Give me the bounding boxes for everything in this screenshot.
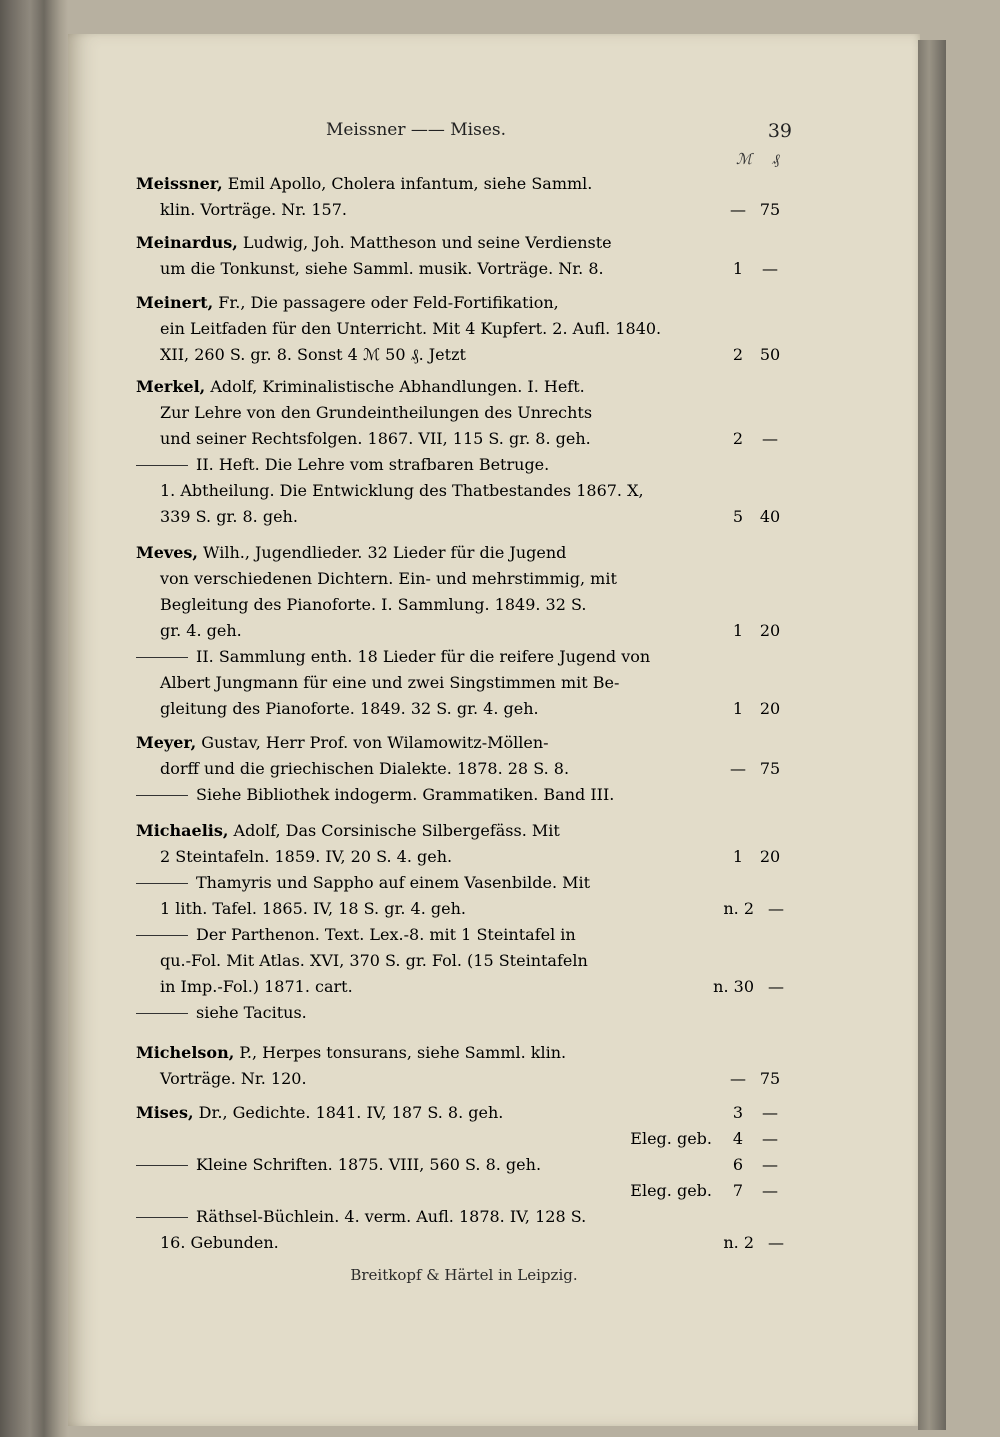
entry-text: Meinert, Fr., Die passagere oder Feld-Fortifikation, <box>136 293 559 312</box>
price-mark: n. 2 <box>723 1233 754 1252</box>
price-mark: 6 <box>732 1155 744 1174</box>
entry-price <box>722 504 792 530</box>
entry-text: gleitung des Pianoforte. 1849. 32 S. gr. 4. geh. <box>160 699 539 718</box>
price-pfennig: — <box>762 1181 778 1200</box>
price-pfennig: — <box>768 1233 784 1252</box>
entry-price <box>722 1066 792 1092</box>
entry-text: Eleg. geb. <box>630 1129 712 1148</box>
catalog-entry <box>136 730 792 808</box>
price-mark: — <box>730 200 746 219</box>
price-mark: 2 <box>732 345 744 364</box>
entry-headword: Meissner, <box>136 174 223 193</box>
entry-text: Meissner, Emil Apollo, Cholera infantum, siehe Samml. <box>136 174 593 193</box>
entry-price <box>722 1126 792 1152</box>
entry-line <box>136 844 792 870</box>
entry-line <box>136 374 792 400</box>
entry-text: Michelson, P., Herpes tonsurans, siehe Samml. klin. <box>136 1043 567 1062</box>
entry-line <box>136 316 792 342</box>
entry-line <box>136 290 792 316</box>
entry-text: Meyer, Gustav, Herr Prof. von Wilamowitz-Möllen- <box>136 733 549 752</box>
entry-price <box>682 974 792 1000</box>
entry-text: 1. Abtheilung. Die Entwicklung des Thatbestandes 1867. X, <box>160 481 644 500</box>
entry-price <box>722 618 792 644</box>
catalog-entry <box>136 290 792 368</box>
entry-line <box>136 870 792 896</box>
price-mark: 1 <box>732 621 744 640</box>
entry-text: klin. Vorträge. Nr. 157. <box>160 200 347 219</box>
price-pfennig: — <box>768 899 784 918</box>
price-pfennig: 40 <box>759 507 781 526</box>
entry-headword: Meyer, <box>136 733 197 752</box>
catalog-entry <box>136 818 792 1026</box>
entry-line <box>136 566 792 592</box>
price-pfennig: 20 <box>759 699 781 718</box>
ditto-dash <box>136 1165 188 1166</box>
ditto-dash <box>136 935 188 936</box>
entry-line <box>136 171 792 197</box>
entry-text: um die Tonkunst, siehe Samml. musik. Vorträge. Nr. 8. <box>160 259 604 278</box>
entry-text: siehe Tacitus. <box>196 1003 307 1022</box>
entry-line <box>136 400 792 426</box>
entry-text: Vorträge. Nr. 120. <box>160 1069 307 1088</box>
entry-line <box>136 818 792 844</box>
entry-text: Zur Lehre von den Grundeintheilungen des Unrechts <box>160 403 593 422</box>
entry-text: Siehe Bibliothek indogerm. Grammatiken. Band III. <box>196 785 615 804</box>
entry-headword: Mises, <box>136 1103 194 1122</box>
entry-headword: Meinardus, <box>136 233 238 252</box>
entry-price <box>722 844 792 870</box>
entry-text: 339 S. gr. 8. geh. <box>160 507 298 526</box>
price-mark: 2 <box>732 429 744 448</box>
entry-line <box>136 896 792 922</box>
entry-price <box>722 256 792 282</box>
entry-line <box>136 1152 792 1178</box>
entry-line <box>136 197 792 223</box>
header-title: Meissner —— Mises. <box>325 120 507 140</box>
entry-text: Mises, Dr., Gedichte. 1841. IV, 187 S. 8. geh. <box>136 1103 504 1122</box>
catalog-entry <box>136 230 792 282</box>
catalog-entry <box>136 1100 792 1256</box>
entry-line <box>136 1040 792 1066</box>
entry-text: von verschiedenen Dichtern. Ein- und mehrstimmig, mit <box>160 569 617 588</box>
price-mark: 1 <box>732 847 744 866</box>
entry-text: 16. Gebunden. <box>160 1233 279 1252</box>
entry-line <box>136 1066 792 1092</box>
entry-text: Merkel, Adolf, Kriminalistische Abhandlungen. I. Heft. <box>136 377 585 396</box>
entry-price <box>682 896 792 922</box>
entry-line <box>136 922 792 948</box>
entry-text: Begleitung des Pianoforte. I. Sammlung. 1849. 32 S. <box>160 595 587 614</box>
entry-line <box>136 1178 792 1204</box>
entry-headword: Michaelis, <box>136 821 229 840</box>
price-pfennig: — <box>762 1129 778 1148</box>
running-header <box>136 120 792 144</box>
entry-line <box>136 1230 792 1256</box>
entry-text: dorff und die griechischen Dialekte. 1878. 28 S. 8. <box>160 759 570 778</box>
price-mark: — <box>730 1069 746 1088</box>
entry-text: Meves, Wilh., Jugendlieder. 32 Lieder für die Jugend <box>136 543 567 562</box>
entry-headword: Merkel, <box>136 377 206 396</box>
price-pfennig: — <box>762 259 778 278</box>
entry-line <box>136 1100 792 1126</box>
entry-line <box>136 782 792 808</box>
pfennig-unit: ₰ <box>772 150 780 168</box>
entry-line <box>136 452 792 478</box>
entry-line <box>136 540 792 566</box>
entry-line <box>136 504 792 530</box>
entry-price <box>722 1100 792 1126</box>
price-pfennig: 75 <box>759 1069 781 1088</box>
price-mark: n. 2 <box>723 899 754 918</box>
ditto-dash <box>136 795 188 796</box>
entry-price <box>722 756 792 782</box>
entry-text: Der Parthenon. Text. Lex.-8. mit 1 Steintafel in <box>196 925 576 944</box>
entry-line <box>136 592 792 618</box>
entry-text: Thamyris und Sappho auf einem Vasenbilde. Mit <box>196 873 591 892</box>
ditto-dash <box>136 1217 188 1218</box>
price-mark: 3 <box>732 1103 744 1122</box>
entry-headword: Meinert, <box>136 293 214 312</box>
price-mark: 5 <box>732 507 744 526</box>
entry-text: XII, 260 S. gr. 8. Sonst 4 ℳ 50 ₰. Jetzt <box>160 345 466 364</box>
page-number: 39 <box>767 120 792 142</box>
entry-line <box>136 230 792 256</box>
entry-line <box>136 1000 792 1026</box>
entry-text: gr. 4. geh. <box>160 621 242 640</box>
entry-text: und seiner Rechtsfolgen. 1867. VII, 115 S. gr. 8. geh. <box>160 429 591 448</box>
price-pfennig: 75 <box>759 759 781 778</box>
entry-text: in Imp.-Fol.) 1871. cart. <box>160 977 353 996</box>
ditto-dash <box>136 465 188 466</box>
entry-text: qu.-Fol. Mit Atlas. XVI, 370 S. gr. Fol. (15 Steintafeln <box>160 951 588 970</box>
entry-text: Räthsel-Büchlein. 4. verm. Aufl. 1878. IV, 128 S. <box>196 1207 587 1226</box>
price-pfennig: 75 <box>759 200 781 219</box>
entry-line <box>136 756 792 782</box>
entry-line <box>136 1126 792 1152</box>
entry-price <box>722 342 792 368</box>
entry-line <box>136 730 792 756</box>
price-mark: 1 <box>732 699 744 718</box>
entry-price <box>722 1152 792 1178</box>
entry-line <box>136 1204 792 1230</box>
publisher-footer: Breitkopf & Härtel in Leipzig. <box>350 1266 578 1284</box>
price-mark: — <box>730 759 746 778</box>
catalog-entry <box>136 171 792 223</box>
price-mark: 1 <box>732 259 744 278</box>
entry-price <box>682 1230 792 1256</box>
price-mark: n. 30 <box>713 977 754 996</box>
entry-line <box>136 670 792 696</box>
entry-text: Albert Jungmann für eine und zwei Singstimmen mit Be- <box>160 673 620 692</box>
entry-line <box>136 948 792 974</box>
entry-line <box>136 256 792 282</box>
price-pfennig: — <box>762 1103 778 1122</box>
entry-line <box>136 644 792 670</box>
entry-price <box>722 1178 792 1204</box>
entry-text: II. Sammlung enth. 18 Lieder für die reifere Jugend von <box>196 647 651 666</box>
entry-line <box>136 342 792 368</box>
price-mark: 4 <box>732 1129 744 1148</box>
price-pfennig: — <box>768 977 784 996</box>
entry-text: Kleine Schriften. 1875. VIII, 560 S. 8. geh. <box>196 1155 542 1174</box>
price-units <box>728 150 798 169</box>
price-pfennig: — <box>762 429 778 448</box>
entry-text: 2 Steintafeln. 1859. IV, 20 S. 4. geh. <box>160 847 453 866</box>
ditto-dash <box>136 1013 188 1014</box>
entry-text: Meinardus, Ludwig, Joh. Mattheson und seine Verdienste <box>136 233 612 252</box>
ditto-dash <box>136 883 188 884</box>
entry-line <box>136 974 792 1000</box>
entry-text: 1 lith. Tafel. 1865. IV, 18 S. gr. 4. geh. <box>160 899 466 918</box>
price-pfennig: — <box>762 1155 778 1174</box>
entry-line <box>136 696 792 722</box>
entry-line <box>136 618 792 644</box>
page-edge <box>918 40 946 1430</box>
ditto-dash <box>136 657 188 658</box>
catalog-entry <box>136 374 792 530</box>
entry-headword: Meves, <box>136 543 198 562</box>
price-pfennig: 20 <box>759 621 781 640</box>
entry-text: II. Heft. Die Lehre vom strafbaren Betruge. <box>196 455 550 474</box>
entry-line <box>136 478 792 504</box>
mark-unit: ℳ <box>735 150 753 168</box>
entry-line <box>136 426 792 452</box>
entry-text: ein Leitfaden für den Unterricht. Mit 4 Kupfert. 2. Aufl. 1840. <box>160 319 662 338</box>
catalog-entry <box>136 1040 792 1092</box>
entry-price <box>722 696 792 722</box>
price-mark: 7 <box>732 1181 744 1200</box>
entry-text: Eleg. geb. <box>630 1181 712 1200</box>
entry-text: Michaelis, Adolf, Das Corsinische Silbergefäss. Mit <box>136 821 560 840</box>
price-pfennig: 20 <box>759 847 781 866</box>
price-pfennig: 50 <box>759 345 781 364</box>
entry-headword: Michelson, <box>136 1043 235 1062</box>
entry-price <box>722 197 792 223</box>
entry-price <box>722 426 792 452</box>
catalog-entry <box>136 540 792 722</box>
